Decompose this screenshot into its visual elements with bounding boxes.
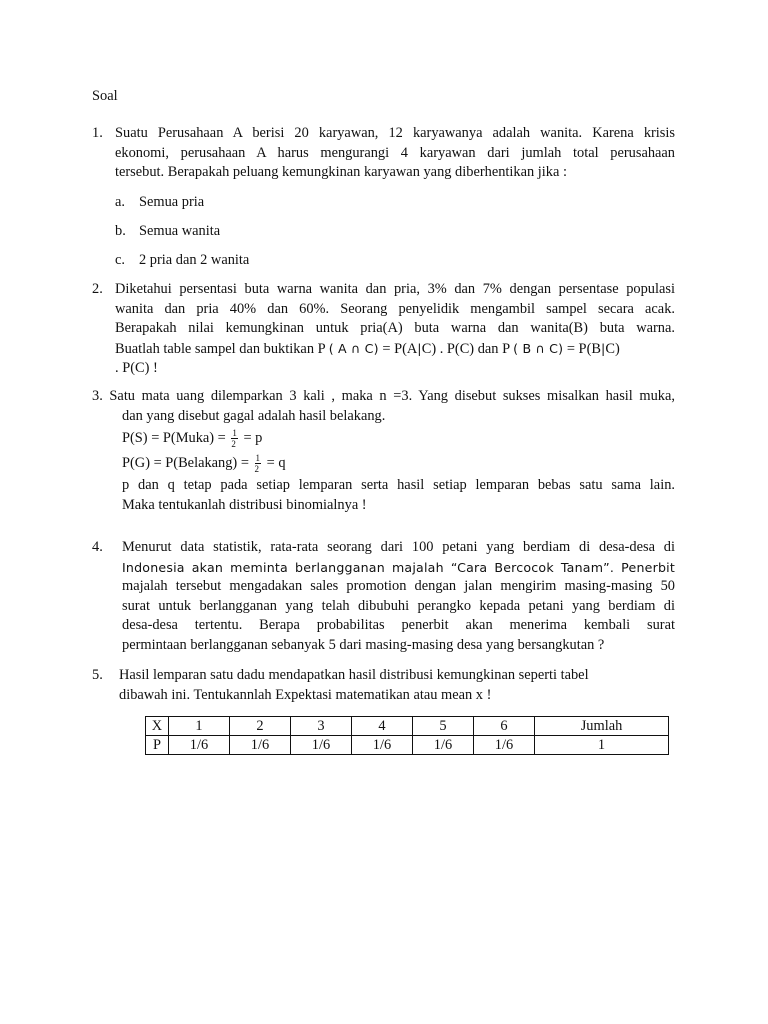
fraction-half xyxy=(231,428,238,449)
table-row xyxy=(146,717,669,736)
question-text-line: majalah tersebut mengadakan sales promotion dengan jalan mengirim masing-masing 50 xyxy=(122,578,675,594)
question-text-line: Maka tentukanlah distribusi binomialnya ! xyxy=(122,496,367,513)
table-cell: 1/6 xyxy=(230,736,291,755)
question-text-line: p dan q tetap pada setiap lemparan serta hasil setiap lemparan bebas satu sama lain. xyxy=(122,477,675,493)
table-cell: 1 xyxy=(169,717,230,736)
question-text-line: ekonomi, perusahaan A harus mengurangi 4 karyawan dari jumlah total perusahaan xyxy=(115,144,675,161)
question-text-line: wanita dan pria 40% dan 60%. Seorang penyelidik mengambil sampel secara acak. xyxy=(115,300,675,317)
table-cell: 5 xyxy=(413,717,474,736)
question-text-line: permintaan berlangganan sebanyak 5 dari masing-masing desa yang bersangkutan ? xyxy=(122,636,605,653)
table-cell: 1/6 xyxy=(291,736,352,755)
question-4 xyxy=(92,538,675,655)
question-2 xyxy=(92,280,675,379)
formula-text: Buatlah table sampel dan buktikan P xyxy=(115,340,326,357)
table-cell: 1 xyxy=(535,736,669,755)
probability-table xyxy=(145,716,669,755)
question-3 xyxy=(92,387,675,515)
table-cell: 4 xyxy=(352,717,413,736)
fraction-denominator: 2 xyxy=(231,439,236,450)
question-5 xyxy=(92,666,675,705)
table-cell: 2 xyxy=(230,717,291,736)
formula-pg xyxy=(122,450,675,476)
formula-text: P(G) = P(Belakang) = xyxy=(122,455,253,471)
table-cell: 1/6 xyxy=(169,736,230,755)
fraction-denominator: 2 xyxy=(254,464,260,475)
formula-text: = P(A xyxy=(378,340,418,357)
option-text: 2 pria dan 2 wanita xyxy=(139,252,250,268)
question-text-line: Hasil lemparan satu dadu mendapatkan hasil distribusi kemungkinan seperti tabel xyxy=(119,667,589,683)
option-c xyxy=(115,251,249,271)
option-b xyxy=(115,222,220,242)
fraction-half xyxy=(255,453,262,474)
question-text-line: dan yang disebut gagal adalah hasil belakang. xyxy=(122,407,386,424)
table-cell: X xyxy=(146,717,169,736)
question-formula-line xyxy=(115,339,675,360)
question-text-line: tersebut. Berapakah peluang kemungkinan karyawan yang diberhentikan jika : xyxy=(115,164,567,180)
page-title: Soal xyxy=(92,88,118,104)
formula-bar: | xyxy=(417,340,422,356)
table-cell: 1/6 xyxy=(413,736,474,755)
table-row xyxy=(146,736,669,755)
question-number: 5. xyxy=(92,667,103,683)
question-number: 1. xyxy=(92,125,103,141)
table-cell: 6 xyxy=(474,717,535,736)
formula-bar: | xyxy=(600,340,606,356)
fraction-numerator: 1 xyxy=(232,428,237,439)
option-text: Semua pria xyxy=(139,194,205,210)
question-text-line: Indonesia akan meminta berlangganan majalah “Cara Bercocok Tanam”. Penerbit xyxy=(122,559,675,575)
option-a xyxy=(115,193,204,213)
question-text-line: 3. Satu mata uang dilemparkan 3 kali , maka n =3. Yang disebut sukses misalkan hasil muka, xyxy=(92,388,675,404)
question-number: 2. xyxy=(92,281,103,297)
question-text-line: Menurut data statistik, rata-rata seorang dari 100 petani yang berdiam di desa-desa di xyxy=(122,539,675,555)
option-letter: c. xyxy=(115,252,125,268)
question-text-line: Suatu Perusahaan A berisi 20 karyawan, 12 karyawanya adalah wanita. Karena krisis xyxy=(115,125,675,141)
formula-text: = P(B xyxy=(563,340,601,357)
fraction-numerator: 1 xyxy=(255,453,261,464)
table-cell: 3 xyxy=(291,717,352,736)
formula-set: ( A ∩ C) xyxy=(328,340,379,356)
question-text-line: . P(C) ! xyxy=(115,360,158,376)
question-number: 4. xyxy=(92,539,103,555)
question-text-line: Berapakah nilai kemungkinan untuk pria(A) buta warna dan wanita(B) buta warna. xyxy=(115,320,675,336)
formula-text: = p xyxy=(239,430,263,446)
question-1 xyxy=(92,124,675,183)
question-text-line: surat untuk berlangganan yang telah dibubuhi perangko kepada petani yang berdiam di xyxy=(122,597,675,614)
question-text-line: desa-desa tertentu. Berapa probabilitas penerbit akan menerima kembali surat xyxy=(122,617,675,633)
question-text-line: Diketahui persentasi buta warna wanita dan pria, 3% dan 7% dengan persentase populasi xyxy=(115,281,675,297)
table-cell: Jumlah xyxy=(535,717,669,736)
table-cell: P xyxy=(146,736,169,755)
option-letter: a. xyxy=(115,194,125,210)
table-cell: 1/6 xyxy=(474,736,535,755)
table-cell: 1/6 xyxy=(352,736,413,755)
formula-text: C) . P(C) dan P xyxy=(421,340,510,357)
formula-text: P(S) = P(Muka) = xyxy=(122,430,230,446)
question-text-line: dibawah ini. Tentukannlah Expektasi matematikan atau mean x ! xyxy=(119,686,492,703)
formula-text: C) xyxy=(605,340,620,357)
formula-ps xyxy=(122,426,675,450)
formula-text: = q xyxy=(263,455,286,471)
formula-set: ( B ∩ C) xyxy=(513,340,564,356)
option-letter: b. xyxy=(115,223,126,239)
option-text: Semua wanita xyxy=(139,223,221,239)
